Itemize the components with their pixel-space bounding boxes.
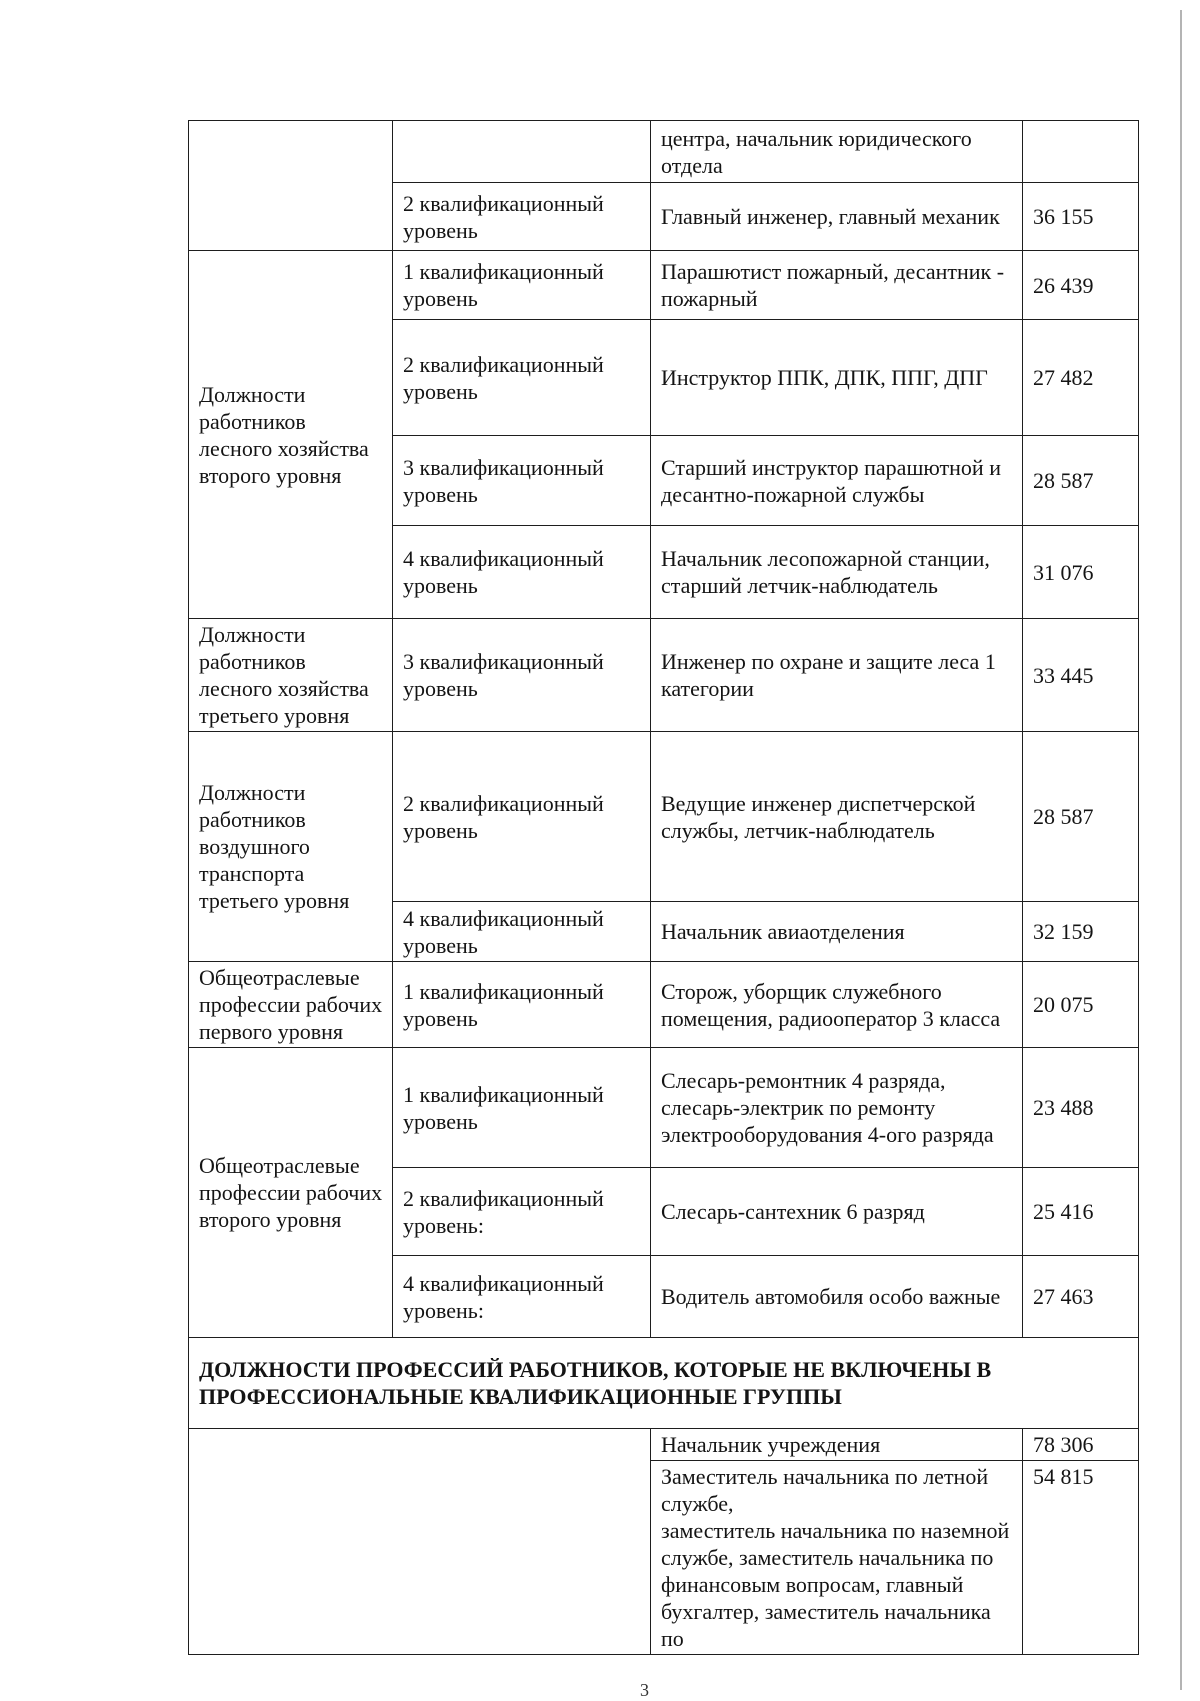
section-heading: ДОЛЖНОСТИ ПРОФЕССИЙ РАБОТНИКОВ, КОТОРЫЕ НЕ ВКЛЮЧЕНЫ В ПРОФЕССИОНАЛЬНЫЕ КВАЛИФИКАЦИОННЫЕ ГРУППЫ	[189, 1338, 1139, 1429]
group-title-cell: Должности работников лесного хозяйства второго уровня	[189, 251, 393, 619]
level-cell: 4 квалификационный уровень	[393, 902, 651, 962]
position-cell: Слесарь-сантехник 6 разряд	[651, 1168, 1023, 1256]
page-number: 3	[640, 1680, 649, 1700]
salary-table	[188, 120, 1139, 1655]
table-row	[189, 1048, 1139, 1168]
position-cell: Начальник учреждения	[651, 1429, 1023, 1461]
position-cell: Начальник авиаотделения	[651, 902, 1023, 962]
salary-cell: 28 587	[1023, 732, 1139, 902]
position-cell: Водитель автомобиля особо важные	[651, 1256, 1023, 1338]
salary-cell: 78 306	[1023, 1429, 1139, 1461]
level-cell: 2 квалификационный уровень	[393, 183, 651, 251]
table-row	[189, 1429, 1139, 1461]
salary-cell: 32 159	[1023, 902, 1139, 962]
table-row	[189, 251, 1139, 320]
table-row	[189, 121, 1139, 183]
group-title-cell: Должности работников воздушного транспорта третьего уровня	[189, 732, 393, 962]
level-cell: 3 квалификационный уровень	[393, 619, 651, 732]
table-row	[189, 732, 1139, 902]
position-cell: Ведущие инженер диспетчерской службы, летчик-наблюдатель	[651, 732, 1023, 902]
level-cell: 2 квалификационный уровень	[393, 320, 651, 436]
group-title-cell: Должности работников лесного хозяйства третьего уровня	[189, 619, 393, 732]
salary-cell	[1023, 121, 1139, 183]
level-cell: 4 квалификационный уровень	[393, 526, 651, 619]
position-cell: Главный инженер, главный механик	[651, 183, 1023, 251]
level-cell: 1 квалификационный уровень	[393, 1048, 651, 1168]
empty-cell	[189, 1429, 651, 1655]
salary-cell: 20 075	[1023, 962, 1139, 1048]
table-row	[189, 619, 1139, 732]
salary-cell: 31 076	[1023, 526, 1139, 619]
level-cell: 2 квалификационный уровень:	[393, 1168, 651, 1256]
position-cell: Старший инструктор парашютной и десантно-пожарной службы	[651, 436, 1023, 526]
salary-cell: 23 488	[1023, 1048, 1139, 1168]
salary-cell: 27 482	[1023, 320, 1139, 436]
level-cell	[393, 121, 651, 183]
salary-cell: 25 416	[1023, 1168, 1139, 1256]
group-title-cell: Общеотраслевые профессии рабочих первого уровня	[189, 962, 393, 1048]
position-cell: Парашютист пожарный, десантник - пожарный	[651, 251, 1023, 320]
salary-cell: 28 587	[1023, 436, 1139, 526]
salary-cell: 27 463	[1023, 1256, 1139, 1338]
position-cell: Инженер по охране и защите леса 1 категории	[651, 619, 1023, 732]
position-cell: Слесарь-ремонтник 4 разряда, слесарь-электрик по ремонту электрооборудования 4-ого разряда	[651, 1048, 1023, 1168]
position-cell: Инструктор ППК, ДПК, ППГ, ДПГ	[651, 320, 1023, 436]
table-row	[189, 1338, 1139, 1429]
position-cell: Начальник лесопожарной станции, старший летчик-наблюдатель	[651, 526, 1023, 619]
group-title-cell: Общеотраслевые профессии рабочих второго уровня	[189, 1048, 393, 1338]
salary-cell: 54 815	[1023, 1461, 1139, 1655]
table-row	[189, 962, 1139, 1048]
level-cell: 4 квалификационный уровень:	[393, 1256, 651, 1338]
level-cell: 2 квалификационный уровень	[393, 732, 651, 902]
group-cell	[189, 121, 393, 251]
salary-cell: 33 445	[1023, 619, 1139, 732]
position-cell: Сторож, уборщик служебного помещения, радиооператор 3 класса	[651, 962, 1023, 1048]
page-edge-line	[1180, 10, 1182, 1690]
position-cell: центра, начальник юридического отдела	[651, 121, 1023, 183]
position-cell: Заместитель начальника по летной службе, заместитель начальника по наземной службе, заместитель начальника по финансовым вопросам, главный бухгалтер, заместитель начальника по	[651, 1461, 1023, 1655]
salary-cell: 36 155	[1023, 183, 1139, 251]
salary-cell: 26 439	[1023, 251, 1139, 320]
level-cell: 1 квалификационный уровень	[393, 962, 651, 1048]
level-cell: 3 квалификационный уровень	[393, 436, 651, 526]
level-cell: 1 квалификационный уровень	[393, 251, 651, 320]
